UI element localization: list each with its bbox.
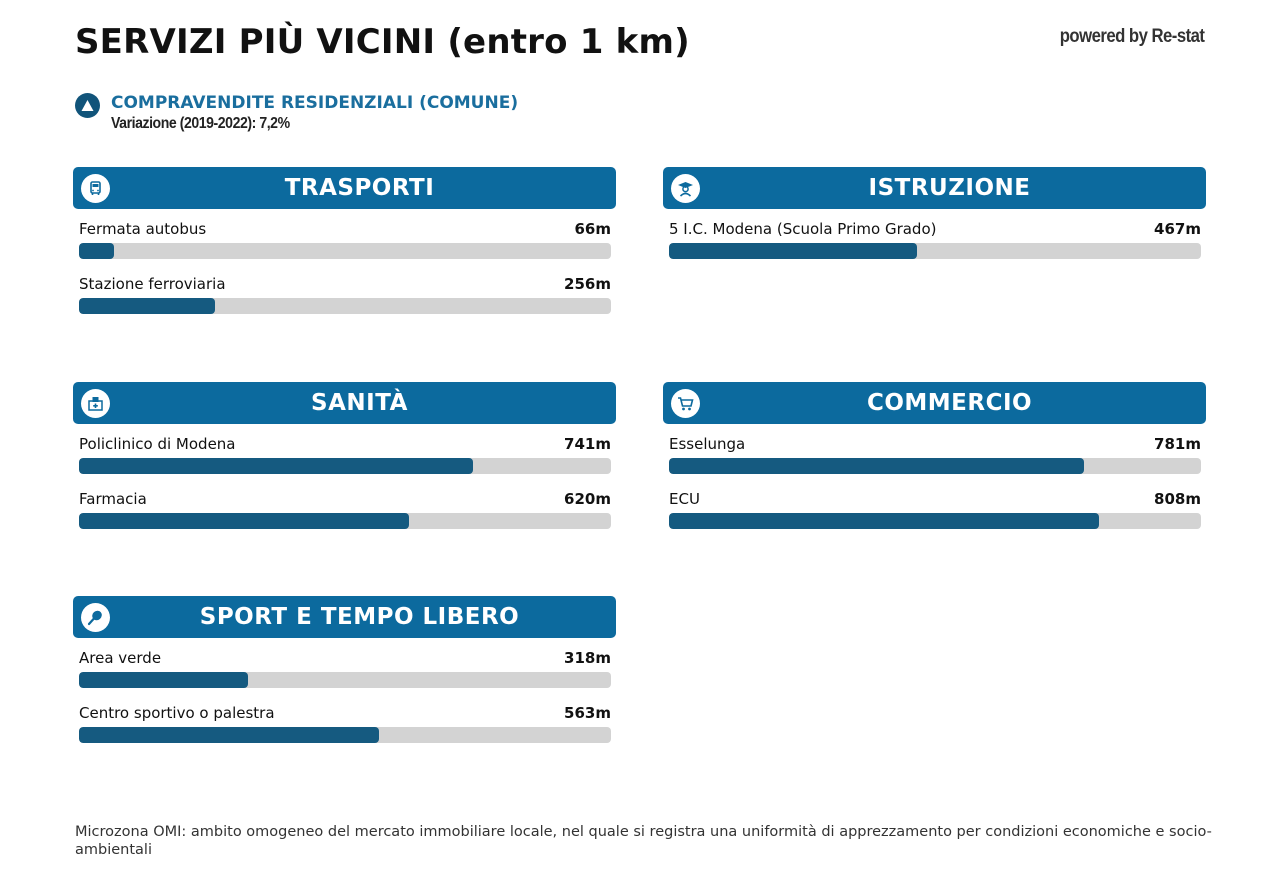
page-title: SERVIZI PIÙ VICINI (entro 1 km)	[75, 22, 690, 62]
section-commercio	[663, 382, 1206, 534]
item-label: Area verde	[79, 649, 162, 667]
distance-bar-fill	[79, 243, 114, 259]
distance-bar	[79, 727, 611, 743]
list-item	[73, 209, 616, 264]
item-label: Farmacia	[79, 490, 147, 508]
section-trasporti	[73, 167, 616, 319]
distance-bar	[669, 458, 1201, 474]
item-value: 467m	[1154, 220, 1201, 238]
section-sanita	[73, 382, 616, 534]
item-value: 318m	[564, 649, 611, 667]
item-label: Fermata autobus	[79, 220, 207, 238]
up-triangle-icon	[75, 93, 100, 118]
distance-bar	[79, 243, 611, 259]
list-item	[73, 479, 616, 534]
list-item	[73, 693, 616, 748]
section-title: SPORT E TEMPO LIBERO	[199, 604, 520, 630]
item-value: 66m	[574, 220, 611, 238]
section-istruzione	[663, 167, 1206, 264]
distance-bar-fill	[79, 298, 215, 314]
distance-bar	[669, 243, 1201, 259]
distance-bar	[79, 458, 611, 474]
item-value: 808m	[1154, 490, 1201, 508]
item-value: 563m	[564, 704, 611, 722]
list-item	[663, 479, 1206, 534]
item-label: Centro sportivo o palestra	[79, 704, 275, 722]
list-item	[73, 638, 616, 693]
section-title: TRASPORTI	[284, 175, 435, 201]
section-header	[73, 167, 616, 209]
section-header	[663, 167, 1206, 209]
item-label: ECU	[669, 490, 700, 508]
item-label: Stazione ferroviaria	[79, 275, 226, 293]
item-value: 620m	[564, 490, 611, 508]
item-label: Policlinico di Modena	[79, 435, 236, 453]
list-item	[73, 424, 616, 479]
section-title: ISTRUZIONE	[868, 175, 1031, 201]
section-header	[73, 382, 616, 424]
section-header	[663, 382, 1206, 424]
list-item	[73, 264, 616, 319]
distance-bar-fill	[669, 243, 917, 259]
item-value: 256m	[564, 275, 611, 293]
distance-bar	[79, 298, 611, 314]
section-sport	[73, 596, 616, 748]
powered-by-label: powered by Re-stat	[1059, 26, 1204, 47]
list-item	[663, 209, 1206, 264]
distance-bar	[669, 513, 1201, 529]
section-title: COMMERCIO	[866, 390, 1033, 416]
distance-bar-fill	[669, 513, 1099, 529]
distance-bar-fill	[669, 458, 1084, 474]
distance-bar-fill	[79, 672, 248, 688]
distance-bar-fill	[79, 458, 473, 474]
distance-bar-fill	[79, 727, 379, 743]
section-header	[73, 596, 616, 638]
item-label: 5 I.C. Modena (Scuola Primo Grado)	[669, 220, 937, 238]
footnote: Microzona OMI: ambito omogeneo del mercato immobiliare locale, nel quale si registra una uniformità di apprezzamento per condizioni economiche e socio-ambientali	[75, 824, 1212, 858]
stat-subtitle: Variazione (2019-2022): 7,2%	[111, 115, 290, 132]
item-value: 781m	[1154, 435, 1201, 453]
distance-bar	[79, 672, 611, 688]
list-item	[663, 424, 1206, 479]
item-value: 741m	[564, 435, 611, 453]
section-title: SANITÀ	[311, 390, 408, 416]
distance-bar	[79, 513, 611, 529]
stat-title: COMPRAVENDITE RESIDENZIALI (COMUNE)	[111, 93, 519, 113]
distance-bar-fill	[79, 513, 409, 529]
item-label: Esselunga	[669, 435, 746, 453]
